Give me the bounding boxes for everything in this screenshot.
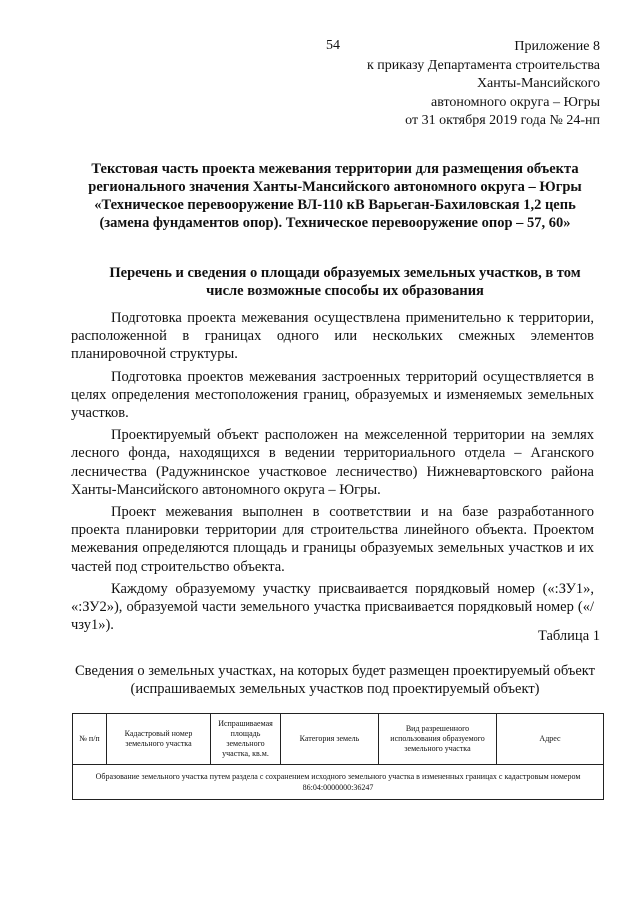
appendix-line: Ханты-Мансийского [476,76,600,91]
paragraph: Проект межевания выполнен в соответствии и на базе разработанного проекта планировки территории для строительства линейного объекта. Проектом межевания определяются площадь и границы образуемых земельных участков и их частей под строительство объекта. [71,504,594,575]
header-cell-usage: Вид разрешенного использования образуемого земельного участка [379,714,497,765]
paragraph: Подготовка проектов межевания застроенных территорий осуществляется в целях определения местоположения границ, образуемых и изменяемых земельных участков. [71,368,594,422]
appendix-line: к приказу Департамента строительства [366,57,600,73]
header-cell-address: Адрес [497,714,604,765]
table-caption: Сведения о земельных участках, на которых будет размещен проектируемый объект (испрашиваемых земельных участков под проектируемый объект) [75,663,595,697]
land-plots-table [72,713,604,800]
document-title: Текстовая часть проекта межевания территории для размещения объекта регионального значения Ханты-Мансийского автономного округа – Югры «Техническое перевооружение ВЛ-110 кВ Варьеган-Бахиловская 1,2 цепь (замена фундаментов опор). Техническое перевооружение опор – 57, 60» [88,161,582,231]
section-subtitle: Перечень и сведения о площади образуемых земельных участков, в том числе возможные способы их образования [109,265,581,299]
header-cell-number: № п/п [73,714,107,765]
table-label: Таблица 1 [537,628,600,644]
appendix-line: от 31 октября 2019 года № 24-нп [405,113,600,128]
paragraph: Каждому образуемому участку присваивается порядковый номер («:ЗУ1», «:ЗУ2»), образуемой части земельного участка присваивается порядковый номер («/чзу1»). [71,580,594,634]
appendix-line: Приложение 8 [514,39,600,54]
header-cell-area: Испрашиваемая площадь земельного участка, кв.м. [211,714,281,765]
paragraph: Проектируемый объект расположен на межселенной территории на землях лесного фонда, находящихся в ведении территориального отдела – Аганского лесничества (Радужнинское участковое лесничество) Нижневартовского района Ханты-Мансийского автономного округа – Югры. [71,427,594,498]
appendix-block [300,38,600,131]
table-header-row [73,714,604,765]
page-number: 54 [326,38,340,53]
header-cell-cadastral: Кадастровый номер земельного участка [107,714,211,765]
appendix-line: автономного округа – Югры [431,94,600,110]
merged-row-cell: Образование земельного участка путем раздела с сохранением исходного земельного участка в измененных границах с кадастровым номером 86:04:0000000:36247 [73,765,604,800]
body-text [71,309,594,638]
paragraph: Подготовка проекта межевания осуществлена применительно к территории, расположенной в границах одного или нескольких смежных элементов планировочной структуры. [71,310,594,363]
table-row [73,765,604,800]
header-cell-category: Категория земель [281,714,379,765]
